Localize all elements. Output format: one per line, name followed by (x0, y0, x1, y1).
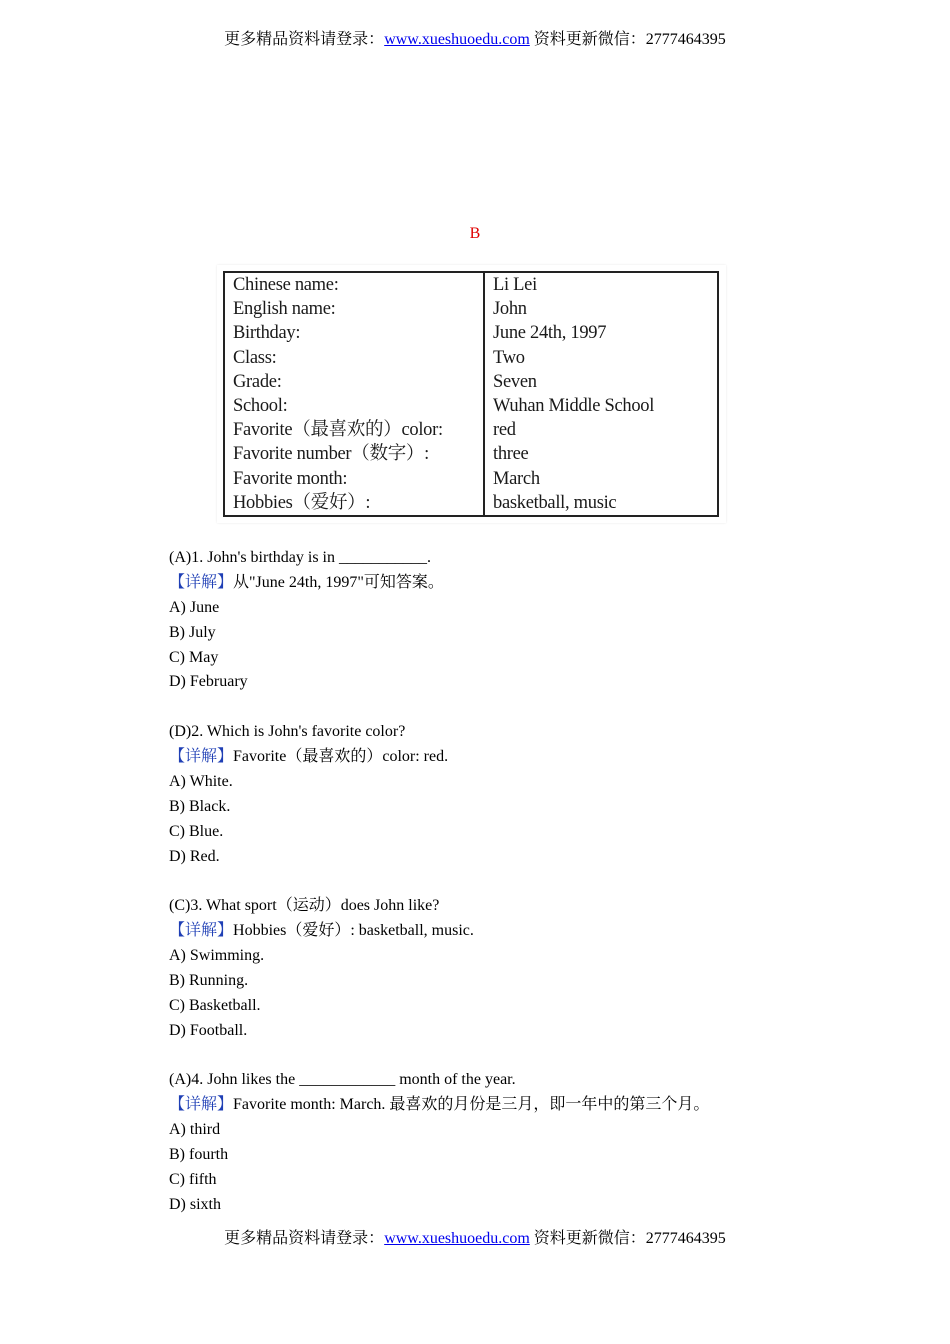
detail-text: Favorite month: March. 最喜欢的月份是三月，即一年中的第三个月。 (233, 1096, 710, 1114)
table-key: Favorite（最喜欢的）color: (224, 418, 484, 442)
question-stem: (A)4. John likes the ____________ month of the year. (169, 1071, 516, 1089)
table-key: Chinese name: (224, 272, 484, 297)
table-key: Favorite month: (224, 467, 484, 491)
question-detail (169, 1093, 789, 1118)
detail-text: Favorite（最喜欢的）color: red. (233, 748, 449, 766)
table-row (224, 418, 718, 442)
table-value: red (493, 420, 516, 441)
option-a: A) June (169, 598, 220, 616)
section-label: B (469, 225, 481, 242)
footer-website-link[interactable]: www.xueshuoedu.com (384, 1230, 530, 1247)
info-table-image (217, 265, 726, 523)
question-detail (169, 919, 789, 944)
table-value: June 24th, 1997 (493, 323, 607, 344)
table-key: School: (224, 394, 484, 418)
option-c: C) May (169, 648, 219, 666)
option-c: C) fifth (169, 1170, 217, 1188)
question-stem: (A)1. John's birthday is in ___________. (169, 549, 431, 566)
table-key: English name: (224, 297, 484, 321)
table-row (224, 467, 718, 491)
option-a: A) White. (169, 772, 233, 790)
table-value: three (493, 444, 529, 465)
question-1 (169, 546, 789, 695)
option-c: C) Blue. (169, 822, 224, 840)
table-value: basketball, music (493, 492, 617, 513)
page-header (0, 30, 950, 50)
table-row (224, 442, 718, 466)
table-key: Favorite number（数字）: (224, 442, 484, 466)
option-d: D) Football. (169, 1021, 248, 1039)
table-key: Hobbies（爱好）: (224, 491, 484, 516)
page-footer (0, 1229, 950, 1249)
footer-prefix: 更多精品资料请登录： (224, 1230, 385, 1247)
option-d: D) sixth (169, 1195, 221, 1213)
table-row (224, 297, 718, 321)
table-row (224, 491, 718, 516)
table-value: March (493, 468, 540, 489)
option-b: B) July (169, 623, 216, 641)
table-value: Two (493, 347, 525, 368)
header-prefix: 更多精品资料请登录： (224, 31, 385, 48)
table-key: Class: (224, 346, 484, 370)
option-b: B) fourth (169, 1146, 229, 1164)
question-detail (169, 745, 789, 770)
table-row (224, 321, 718, 345)
header-suffix: 资料更新微信：2777464395 (529, 31, 726, 48)
table-value: Li Lei (493, 275, 537, 296)
table-value: Seven (493, 371, 537, 392)
question-2 (169, 720, 789, 869)
table-row (224, 346, 718, 370)
table-row (224, 394, 718, 418)
question-detail (169, 571, 789, 596)
detail-text: Hobbies（爱好）: basketball, music. (233, 922, 474, 940)
option-b: B) Running. (169, 971, 249, 989)
table-value: Wuhan Middle School (493, 396, 655, 417)
detail-text: 从"June 24th, 1997"可知答案。 (233, 573, 444, 591)
question-4 (169, 1068, 789, 1217)
table-row (224, 370, 718, 394)
table-key: Grade: (224, 370, 484, 394)
detail-tag: 【详解】 (169, 922, 234, 940)
option-b: B) Black. (169, 797, 231, 815)
option-c: C) Basketball. (169, 996, 261, 1014)
questions-section (169, 546, 789, 1243)
detail-tag: 【详解】 (169, 748, 234, 766)
option-a: A) Swimming. (169, 947, 265, 965)
header-website-link[interactable]: www.xueshuoedu.com (384, 31, 530, 48)
detail-tag: 【详解】 (169, 573, 234, 591)
option-a: A) third (169, 1121, 221, 1139)
detail-tag: 【详解】 (169, 1096, 234, 1114)
option-d: D) Red. (169, 847, 220, 865)
info-table (223, 271, 719, 517)
question-stem: (C)3. What sport（运动）does John like? (169, 897, 440, 915)
footer-suffix: 资料更新微信：2777464395 (529, 1230, 726, 1247)
question-3 (169, 894, 789, 1043)
table-value: John (493, 299, 527, 320)
table-key: Birthday: (224, 321, 484, 345)
question-stem: (D)2. Which is John's favorite color? (169, 723, 406, 741)
option-d: D) February (169, 673, 248, 691)
table-row (224, 272, 718, 297)
